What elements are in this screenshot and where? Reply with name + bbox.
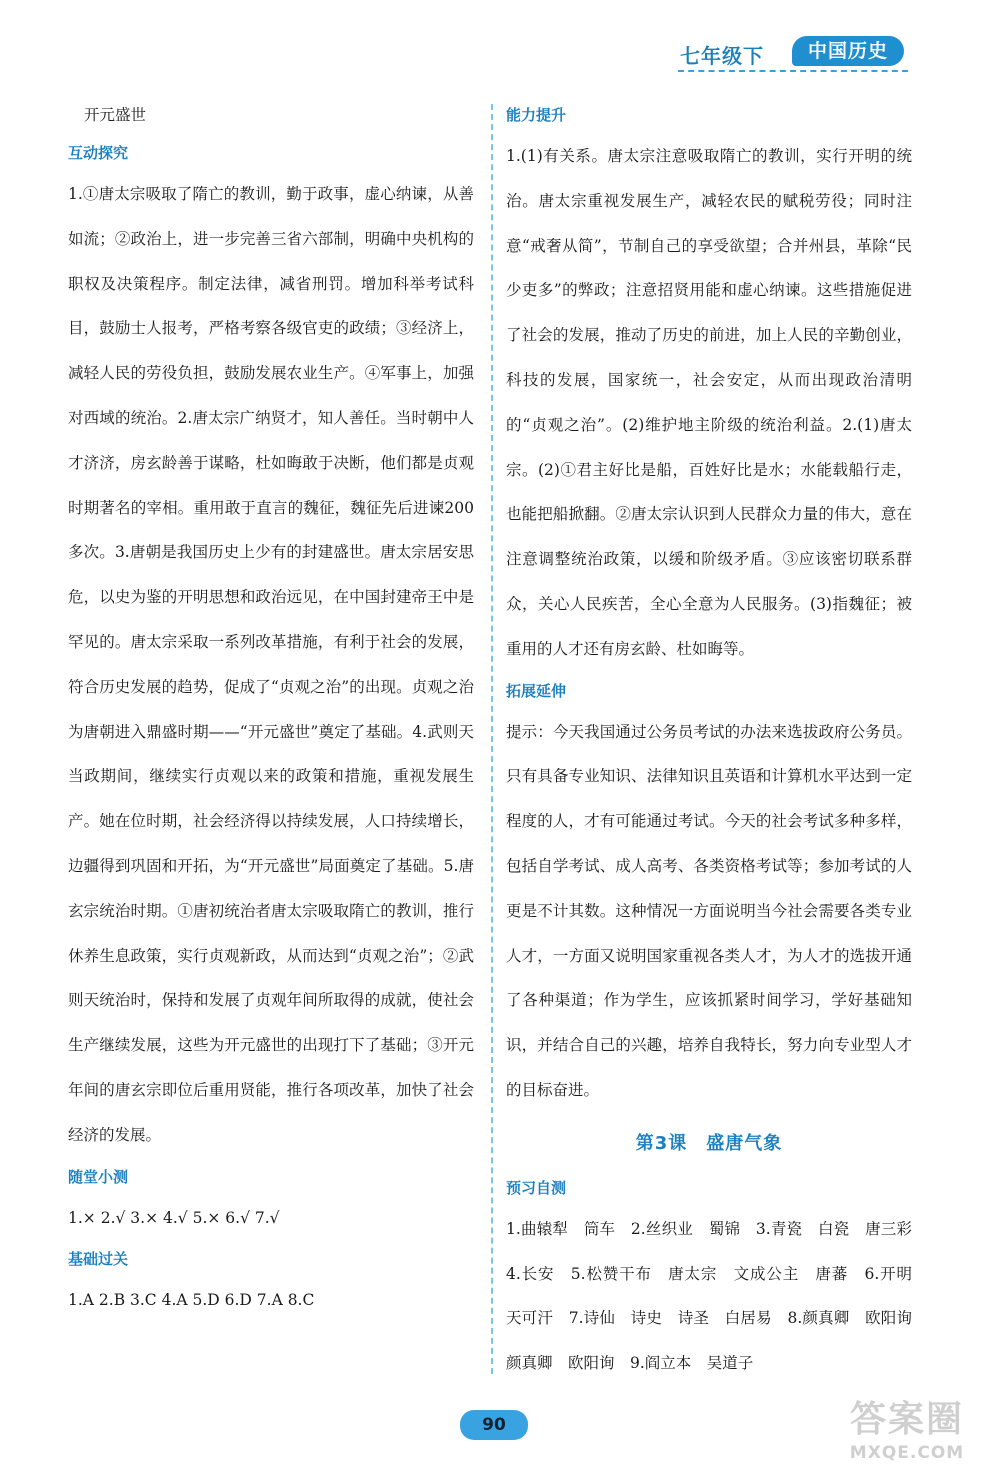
- grade-label: 七年级下: [680, 44, 764, 68]
- lesson-title: 第3课 盛唐气象: [635, 1132, 783, 1154]
- left-column: [68, 96, 474, 1323]
- column-divider: [491, 104, 493, 1374]
- section-text-jichu: 1.A 2.B 3.C 4.A 5.D 6.D 7.A 8.C: [68, 1291, 315, 1310]
- watermark-url: MXQE.COM: [849, 1443, 965, 1463]
- watermark-main: 答案圈: [849, 1399, 964, 1440]
- page-header: [670, 34, 910, 74]
- page-number: 90: [460, 1410, 528, 1440]
- watermark-logo: [822, 1398, 992, 1474]
- subject-badge: 中国历史: [792, 36, 904, 66]
- section-title-jichu: 基础过关: [68, 1250, 129, 1269]
- section-title-tuozhan: 拓展延伸: [506, 681, 567, 700]
- right-column: [506, 96, 928, 1386]
- section-title-hudong: 互动探究: [68, 144, 129, 162]
- header-rule: [678, 70, 908, 72]
- intro-answer: 开元盛世: [84, 106, 147, 124]
- section-text-nengli: 1.(1)有关系。唐太宗注意吸取隋亡的教训，实行开明的统治。唐太宗重视发展生产，减轻农民的赋税劳役；同时注意“戒奢从简”，节制自己的享受欲望；合并州县，革除“民少吏多”的弊政；注意招贤用能和虚心纳谏。这些措施促进了社会的发展，推动了历史的前进，加上人民的辛勤创业，科技的发展，国家统一，社会安定，从而出现政治清明的“贞观之治”。(2)维护地主阶级的统治利益。2.(1)唐太宗。(2)①君主好比是船，百姓好比是水；水能载船行走，也能把船掀翻。②唐太宗认识到人民群众力量的伟大，意在注意调整统治政策，以缓和阶级矛盾。③应该密切联系群众，关心人民疾苦，全心全意为人民服务。(3)指魏征；被重用的人才还有房玄龄、杜如晦等。: [506, 147, 912, 658]
- section-text-hudong: 1.①唐太宗吸取了隋亡的教训，勤于政事，虚心纳谏，从善如流；②政治上，进一步完善三省六部制，明确中央机构的职权及决策程序。制定法律，减省刑罚。增加科举考试科目，鼓励士人报考，严格考察各级官吏的政绩；③经济上，减轻人民的劳役负担，鼓励发展农业生产。④军事上，加强对西域的统治。2.唐太宗广纳贤才，知人善任。当时朝中人才济济，房玄龄善于谋略，杜如晦敢于决断，他们都是贞观时期著名的宰相。重用敢于直言的魏征，魏征先后进谏200多次。3.唐朝是我国历史上少有的封建盛世。唐太宗居安思危，以史为鉴的开明思想和政治远见，在中国封建帝王中是罕见的。唐太宗采取一系列改革措施，有利于社会的发展，符合历史发展的趋势，促成了“贞观之治”的出现。贞观之治为唐朝进入鼎盛时期——“开元盛世”奠定了基础。4.武则天当政期间，继续实行贞观以来的政策和措施，重视发展生产。她在位时期，社会经济得以持续发展，人口持续增长，边疆得到巩固和开拓，为“开元盛世”局面奠定了基础。5.唐玄宗统治时期。①唐初统治者唐太宗吸取隋亡的教训，推行休养生息政策，实行贞观新政，从而达到“贞观之治”；②武则天统治时，保持和发展了贞观年间所取得的成就，使社会生产继续发展，这些为开元盛世的出现打下了基础；③开元年间的唐玄宗即位后重用贤能，推行各项改革，加快了社会经济的发展。: [68, 185, 474, 1144]
- section-title-nengli: 能力提升: [506, 106, 567, 124]
- section-text-suitang: 1.× 2.√ 3.× 4.√ 5.× 6.√ 7.√: [68, 1208, 280, 1227]
- section-text-yuxi: 1.曲辕犁 筒车 2.丝织业 蜀锦 3.青瓷 白瓷 唐三彩 4.长安 5.松赞干布 唐太宗 文成公主 唐蕃 6.开明 天可汗 7.诗仙 诗史 诗圣 白居易 8.颜真卿 欧阳询 颜真卿 欧阳询 9.阎立本 吴道子: [506, 1219, 928, 1373]
- section-title-yuxi: 预习自测: [506, 1178, 567, 1197]
- section-title-suitang: 随堂小测: [68, 1167, 129, 1186]
- section-text-tuozhan: 提示：今天我国通过公务员考试的办法来选拔政府公务员。只有具备专业知识、法律知识且英语和计算机水平达到一定程度的人，才有可能通过考试。今天的社会考试多种多样，包括自学考试、成人高考、各类资格考试等；参加考试的人更是不计其数。这种情况一方面说明当今社会需要各类专业人才，一方面又说明国家重视各类人才，为人才的选拔开通了各种渠道；作为学生，应该抓紧时间学习，学好基础知识，并结合自己的兴趣，培养自我特长，努力向专业型人才的目标奋进。: [506, 722, 912, 1099]
